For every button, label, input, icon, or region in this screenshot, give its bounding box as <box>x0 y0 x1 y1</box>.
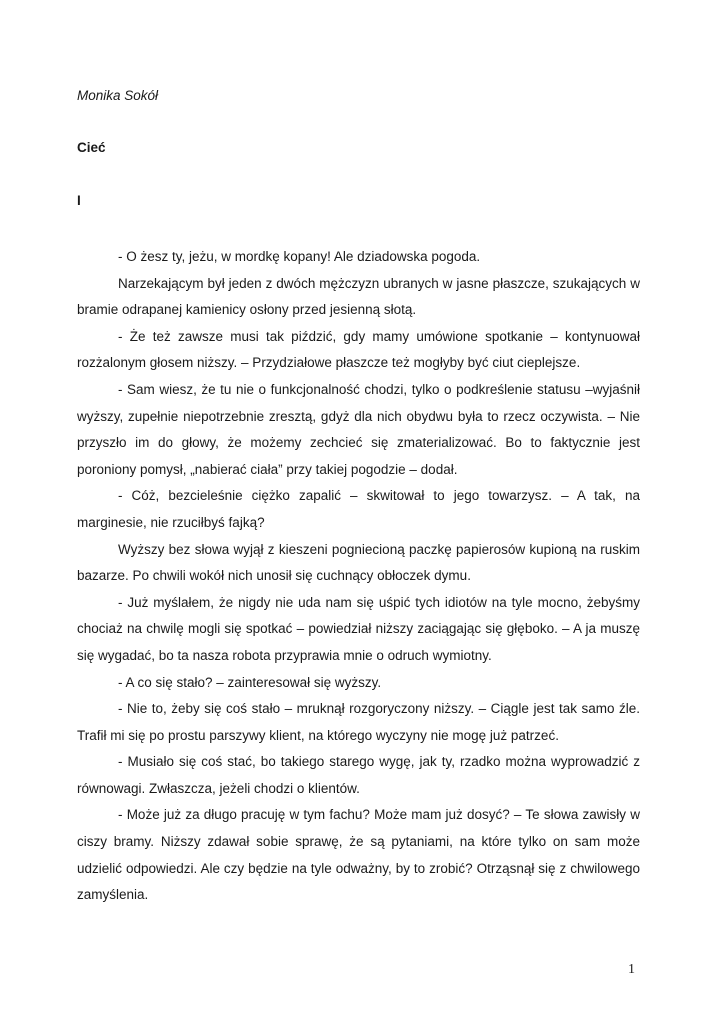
paragraph: - Już myślałem, że nigdy nie uda nam się uśpić tych idiotów na tyle mocno, żebyśmy chociaż na chwilę mogli się spotkać – powiedział niższy zaciągając się głęboko. – A ja muszę się wygadać, bo ta nasza robota przyprawia mnie o odruch wymiotny. <box>77 594 640 663</box>
paragraph: - Że też zawsze musi tak piździć, gdy mamy umówione spotkanie – kontynuował rozżalonym głosem niższy. – Przydziałowe płaszcze też mogłyby być ciut cieplejsze. <box>77 328 640 371</box>
paragraph: - Sam wiesz, że tu nie o funkcjonalność chodzi, tylko o podkreślenie statusu –wyjaśnił wyższy, zupełnie niepotrzebnie zresztą, gdyż dla nich obydwu była to rzecz oczywista. – Nie przyszło im do głowy, że możemy zechcieć się zmaterializować. Bo to faktycznie jest poroniony pomysł, „nabierać ciała” przy takiej pogodzie – dodał. <box>77 381 640 477</box>
document-title: Cieć <box>77 140 106 155</box>
paragraph: - A co się stało? – zainteresował się wyższy. <box>118 674 382 690</box>
paragraph: - Może już za długo pracuję w tym fachu? Może mam już dosyć? – Te słowa zawisły w ciszy bramy. Niższy zdawał sobie sprawę, że są pytaniami, na które tylko on sam może udzielić odpowiedzi. Ale czy będzie na tyle odważny, by to zrobić? Otrząsnął się z chwilowego zamyślenia. <box>77 807 640 903</box>
page-number: 1 <box>628 962 635 977</box>
paragraph: Narzekającym był jeden z dwóch mężczyzn ubranych w jasne płaszcze, szukających w bramie odrapanej kamienicy osłony przed jesienną słotą. <box>77 275 640 318</box>
chapter-heading: I <box>77 193 81 208</box>
paragraph: - Nie to, żeby się coś stało – mruknął rozgoryczony niższy. – Ciągle jest tak samo źle. Trafił mi się po prostu parszywy klient, na którego wyczyny nie mogę już patrzeć. <box>77 701 640 743</box>
paragraph: Wyższy bez słowa wyjął z kieszeni pogniecioną paczkę papierosów kupioną na ruskim bazarze. Po chwili wokół nich unosił się cuchnący obłoczek dymu. <box>77 541 640 584</box>
body-text <box>77 244 640 909</box>
author-name: Monika Sokół <box>77 88 159 103</box>
paragraph: - Musiało się coś stać, bo takiego starego wygę, jak ty, rzadko można wyprowadzić z równowagi. Zwłaszcza, jeżeli chodzi o klientów. <box>77 754 640 796</box>
paragraph: - Cóż, bezcieleśnie ciężko zapalić – skwitował to jego towarzysz. – A tak, na marginesie, nie rzuciłbyś fajką? <box>77 488 640 530</box>
paragraph: - O żesz ty, jeżu, w mordkę kopany! Ale dziadowska pogoda. <box>118 249 481 264</box>
